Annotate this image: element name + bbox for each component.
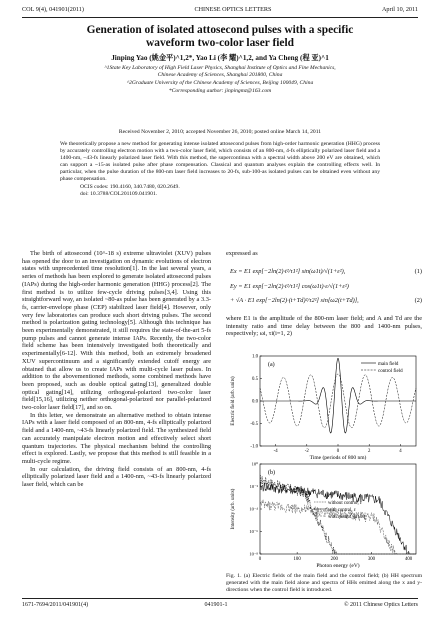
doi: doi: 10.3788/COL201109.041901. — [80, 190, 158, 197]
legend-with-control-x: with control, ε — [328, 508, 356, 513]
b-ytick-label: 10⁰ — [251, 461, 258, 467]
b-xtick-label: 200 — [330, 557, 338, 562]
footer-rule — [22, 598, 418, 599]
a-xtick-label: -4 — [273, 449, 278, 454]
a-ytick-label: 0.5 — [252, 377, 258, 383]
panel-a-xlabel: Time (periods of 800 nm) — [309, 455, 367, 461]
page-footer — [22, 602, 418, 608]
expressed-as: expressed as — [226, 250, 258, 257]
equation-1: Ex = E1 exp[−2ln(2)·t²/τ1²] sin(ω1t)/√(1+ε²), — [230, 268, 346, 275]
legend-without-control: without control, ε — [328, 501, 362, 506]
legend-with-control-y: with control, y/100 — [328, 515, 365, 520]
a-xtick-label: 0 — [336, 449, 340, 454]
title-line-2: waveform two-color laser field — [146, 37, 294, 49]
a-xtick-label: 2 — [367, 449, 371, 454]
affiliation-1a: ^1State Key Laboratory of High Field Laser Physics, Shanghai Institute of Optics and Fine Mechanics, — [104, 65, 336, 71]
panel-a-label: (a) — [268, 362, 275, 368]
body-paragraph-3: In our calculation, the driving field consists of an 800-nm, 4-fs elliptically polarized laser field and a 1400-nm, ~43-fs linearly polarized laser field, which can be — [22, 465, 211, 489]
body-paragraph-1: The birth of attosecond (10^-18 s) extreme ultraviolet (XUV) pulses has opened the door to an investigation on dynamic evolutions of electron states with unprecedented time resolution[1]. In the last several years, a series of methods has been explored to generate isolated attosecond pulses (IAPs) during the high-order harmonic generation (HHG) process[2]. The first method is to utilize few-cycle driving pulses[3,4]. Using this straightforward way, an isolated ~80-as pulse has been generated by a 3.3-fs, carrier-envelope phase (CEP) stabilized laser field[4]. However, only very few laboratories can produce such short driving pulses. The second method is polarization gating technology[5]. Although this technique has been experimentally demonstrated, it still requires the state-of-the-art 5-fs pump pulses and cannot generate intense IAPs. Recently, the two-color field scheme has been intensively investigated both theoretically and experimentally[6-12]. With this method, both an extremely broadened XUV supercontinuum and a significantly extended cutoff energy are obtained that allow us to create IAPs with multi-cycle laser pulses. In addition to the abovementioned methods, some combined methods have been proposed, such as double optical gating[13], generalized double optical gating[14], utilizing orthogonal-polarized two-color laser field[15,16], utilizing neither orthogonal-polarized nor parallel-polarized two-color laser field[17], and so on. — [22, 250, 211, 412]
a-ytick-label: 0.0 — [252, 399, 258, 405]
figure-1 — [226, 352, 422, 572]
paper-title — [30, 24, 410, 50]
header-rule — [22, 17, 418, 18]
left-column — [22, 250, 211, 489]
equation-2a: Ey = E1 exp[−2ln(2)·t²/τ1²] cos(ω1t)·ε/√(1+ε²) — [230, 283, 349, 290]
affiliation-2: ^2Graduate University of the Chinese Academy of Sciences, Beijing 100049, China — [126, 80, 314, 86]
legend-control-field: control field — [378, 369, 403, 374]
corresponding-author: *Corresponding author: jinpingmz@163.com — [168, 88, 272, 94]
b-xtick-label: 300 — [367, 557, 376, 562]
b-xtick-label: 0 — [258, 557, 262, 562]
running-header — [22, 6, 418, 16]
a-ytick-label: -1.0 — [250, 444, 258, 450]
panel-b-xlabel: Photon energy (eV) — [316, 563, 360, 569]
a-ytick-label: -0.5 — [250, 422, 258, 428]
received-dates: Received November 2, 2010; accepted November 26, 2010; posted online March 14, 2011 — [118, 129, 322, 135]
equation-1-number: (1) — [414, 268, 422, 275]
affiliation-1b: Chinese Academy of Sciences, Shanghai 201800, China — [157, 72, 283, 78]
panel-b-ylabel: Intensity (arb. units) — [231, 488, 236, 530]
footer-issn: 1671-7694/2011/041901(4) — [22, 602, 89, 608]
b-xtick-label: 400 — [404, 557, 413, 562]
legend-main-field: main field — [378, 362, 399, 367]
b-ytick-label: 10⁻⁴ — [249, 506, 258, 512]
equation-2b: + √A · E1 exp[−2ln(2)·(t+Td)²/τ2²] sin[ω2(t+Td)], — [230, 297, 359, 304]
right-paragraph: where E1 is the amplitude of the 800-nm laser field; and A and Td are the intensity ratio and time delay between the 800 and 1400-nm pulses, respectively; ωi, τi(i=1, 2) — [226, 315, 422, 338]
a-ytick-label: 1.0 — [252, 354, 258, 360]
author-list: Jinping Yao (姚金平)^1,2*, Yao Li (李 耀)^1,2, and Ya Cheng (程 亚)^1 — [111, 54, 329, 62]
figure-caption: Fig. 1. (a) Electric fields of the main field and the control field; (b) HH spectrum generated with the main field alone and spectra of HHs emitted along the x and y-directions when the control field is introduced. — [226, 573, 422, 593]
a-xtick-label: -2 — [304, 449, 309, 454]
b-ytick-label: 10⁻⁸ — [249, 551, 258, 557]
panel-b-label: (b) — [268, 470, 275, 476]
header-date: April 10, 2011 — [381, 6, 418, 13]
footer-page: 041901-1 — [204, 602, 228, 608]
equation-2-number: (2) — [414, 297, 422, 304]
panel-a-xticks — [274, 444, 403, 454]
b-xtick-label: 100 — [293, 557, 301, 562]
a-xtick-label: 4 — [399, 449, 402, 454]
header-journal-name: CHINESE OPTICS LETTERS — [194, 6, 272, 13]
b-ytick-label: 10⁻⁶ — [249, 529, 258, 535]
right-column-intro — [226, 250, 422, 262]
panel-a-ylabel: Electric field (arb. units) — [231, 376, 236, 426]
abstract-text: We theoretically propose a new method for generating intense isolated attosecond pulses from high-order harmonic generation (HHG) process by accurately controlling electron motion with a two-color laser field, which consists of an 800-nm, 4-fs elliptically polarized laser field and a 1400-nm, ~43-fs linearly polarized laser field. With this method, the supercontinua with a spectral width above 200 eV are obtained, which can support a ~15-as isolated pulse after phase compensation. Classical and quantum analyses explain the controlling effects well. In particular, when the pulse duration of the 800-nm laser field increases to 20-fs, sub-100-as isolated pulses can be obtained even without any phase compensation. — [60, 141, 380, 183]
right-column-text — [226, 315, 422, 338]
b-ytick-label: 10⁻² — [249, 484, 258, 490]
body-paragraph-2: In this letter, we demonstrate an alternative method to obtain intense IAPs with a laser field composed of an 800-nm, 4-fs elliptically polarized field and a 1400-nm, ~43-fs linearly polarized field. The synthesized field can accurately manipulate electron motion and effectively select short quantum trajectories. The physical mechanism behind the controlling effect is explored. Lastly, we propose that this method is still feasible in a multi-cycle regime. — [22, 411, 211, 465]
title-line-1: Generation of isolated attosecond pulses with a specific — [86, 24, 354, 36]
header-journal-ref: COL 9(4), 041901(2011) — [22, 6, 84, 13]
footer-copyright: © 2011 Chinese Optics Letters — [343, 602, 418, 608]
abstract — [60, 141, 380, 198]
ocis-codes: OCIS codes: 190.4160, 340.7480, 020.2649. — [80, 183, 180, 190]
